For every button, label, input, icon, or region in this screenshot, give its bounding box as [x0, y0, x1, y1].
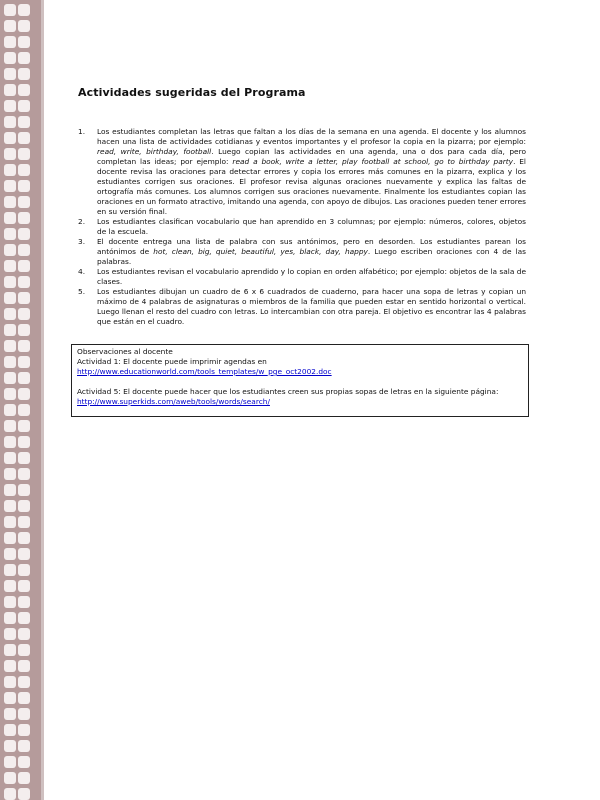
binding-hole — [18, 116, 30, 128]
binding-hole — [18, 228, 30, 240]
observation-activity-5-text: Actividad 5: El docente puede hacer que los estudiantes creen sus propias sopas de letras en la siguiente página: — [77, 387, 499, 396]
binding-hole — [4, 180, 16, 192]
activities-list — [78, 127, 526, 327]
binding-hole — [18, 420, 30, 432]
educationworld-link[interactable]: http://www.educationworld.com/tools_templates/w_pge_oct2002.doc — [77, 367, 332, 376]
observation-activity-1: Actividad 1: El docente puede imprimir agendas en — [77, 357, 267, 366]
activity-number: 2. — [78, 217, 86, 226]
binding-hole — [18, 404, 30, 416]
binding-hole — [4, 324, 16, 336]
binding-hole — [4, 660, 16, 672]
binding-hole — [18, 84, 30, 96]
notebook-binding — [0, 0, 44, 800]
binding-hole — [4, 276, 16, 288]
binding-hole — [18, 452, 30, 464]
binding-hole — [18, 372, 30, 384]
activity-text: Los estudiantes completan las letras que faltan a los días de la semana en una agenda. El docente y los alumnos hacen una lista de actividades cotidianas y eventos importantes y el profesor la copia en la pizarra; por ejemplo: — [97, 127, 526, 146]
binding-hole — [18, 788, 30, 800]
binding-hole — [4, 644, 16, 656]
binding-hole — [18, 692, 30, 704]
binding-hole — [18, 724, 30, 736]
binding-hole — [18, 644, 30, 656]
observations-heading: Observaciones al docente — [77, 347, 173, 356]
superkids-link[interactable]: http://www.superkids.com/aweb/tools/words/search/ — [77, 397, 270, 406]
activity-text: . El docente revisa las oraciones para detectar errores y copia los errores más comunes en la pizarra, explica y los estudiantes corrigen sus oraciones. El profesor revisa algunas oraciones nuevamente y explica las faltas de ortografía más comunes. Los alumnos corrigen sus oraciones nuevamente. Finalmente los estudiantes copian las oraciones en un formato atractivo, imitando una agenda, con apoyo de dibujos. Las oraciones pueden tener errores en su versión final. — [97, 157, 527, 216]
binding-hole — [18, 52, 30, 64]
binding-hole — [4, 116, 16, 128]
binding-hole — [18, 36, 30, 48]
binding-hole — [4, 404, 16, 416]
binding-hole — [18, 388, 30, 400]
binding-hole — [4, 52, 16, 64]
activity-text: . Luego escriben oraciones con 4 de las palabras. — [97, 247, 526, 266]
binding-hole — [18, 580, 30, 592]
binding-hole — [18, 196, 30, 208]
binding-hole — [4, 596, 16, 608]
binding-hole — [18, 356, 30, 368]
binding-hole — [4, 340, 16, 352]
binding-hole — [4, 36, 16, 48]
binding-hole — [18, 436, 30, 448]
activity-item — [78, 287, 526, 327]
binding-hole — [18, 596, 30, 608]
binding-hole — [4, 260, 16, 272]
binding-hole — [4, 564, 16, 576]
binding-hole — [18, 148, 30, 160]
binding-hole — [4, 708, 16, 720]
binding-hole — [4, 772, 16, 784]
activity-text: . Luego copian las actividades en una agenda, una o dos para cada día, pero completan las ideas; por ejemplo: — [97, 147, 526, 166]
binding-hole — [4, 612, 16, 624]
binding-hole — [18, 500, 30, 512]
binding-hole — [4, 420, 16, 432]
binding-hole — [4, 516, 16, 528]
binding-hole — [4, 308, 16, 320]
observation-activity-5 — [77, 387, 523, 407]
binding-hole — [18, 468, 30, 480]
binding-hole — [4, 372, 16, 384]
binding-hole — [4, 500, 16, 512]
binding-hole — [4, 436, 16, 448]
activity-text: El docente entrega una lista de palabra con sus antónimos, pero en desorden. Los estudiantes parean los antónimos de — [97, 237, 526, 256]
binding-hole — [18, 484, 30, 496]
binding-hole — [4, 4, 16, 16]
binding-hole — [18, 532, 30, 544]
activity-example-text: read a book, write a letter, play football at school, go to birthday party — [232, 157, 514, 166]
binding-hole — [18, 564, 30, 576]
binding-hole — [18, 676, 30, 688]
binding-hole — [4, 356, 16, 368]
binding-hole — [18, 772, 30, 784]
binding-hole — [18, 516, 30, 528]
activity-example-text: read, write, birthday, football — [97, 147, 212, 156]
page-title: Actividades sugeridas del Programa — [78, 86, 306, 99]
activity-example-text: hot, clean, big, quiet, beautiful, yes, black, day, happy — [153, 247, 368, 256]
binding-hole — [4, 676, 16, 688]
binding-hole — [18, 276, 30, 288]
binding-hole — [18, 740, 30, 752]
binding-hole — [18, 292, 30, 304]
binding-hole — [4, 628, 16, 640]
binding-hole — [4, 548, 16, 560]
activity-item — [78, 217, 526, 237]
binding-hole — [18, 308, 30, 320]
binding-hole — [18, 132, 30, 144]
binding-hole — [18, 244, 30, 256]
activity-item — [78, 237, 526, 267]
binding-hole — [4, 724, 16, 736]
binding-hole — [4, 580, 16, 592]
binding-hole — [18, 612, 30, 624]
binding-hole — [4, 692, 16, 704]
binding-hole — [4, 484, 16, 496]
activity-item — [78, 267, 526, 287]
activity-text: Los estudiantes dibujan un cuadro de 6 x 6 cuadrados de cuaderno, para hacer una sopa de letras y copian un máximo de 4 palabras de asignaturas o miembros de la familia que pueden estar en sentido horizontal o vertical. Luego llenan el resto del cuadro con letras. Lo intercambian con otra pareja. El objetivo es encontrar las 4 palabras que están en el cuadro. — [97, 287, 526, 326]
binding-hole — [18, 212, 30, 224]
binding-hole — [4, 244, 16, 256]
binding-hole — [4, 20, 16, 32]
binding-hole — [4, 788, 16, 800]
binding-edge — [41, 0, 44, 800]
binding-hole — [18, 164, 30, 176]
binding-hole — [18, 628, 30, 640]
binding-hole — [4, 740, 16, 752]
binding-hole — [18, 756, 30, 768]
activity-number: 1. — [78, 127, 86, 136]
binding-hole — [4, 148, 16, 160]
binding-hole — [4, 100, 16, 112]
binding-hole — [18, 68, 30, 80]
binding-hole — [18, 660, 30, 672]
binding-hole — [18, 180, 30, 192]
activity-number: 5. — [78, 287, 86, 296]
activity-text: Los estudiantes revisan el vocabulario aprendido y lo copian en orden alfabético; por ejemplo: objetos de la sala de clases. — [97, 267, 526, 286]
binding-hole — [4, 452, 16, 464]
binding-hole — [4, 292, 16, 304]
binding-hole — [18, 4, 30, 16]
binding-hole — [4, 132, 16, 144]
binding-hole — [4, 532, 16, 544]
binding-hole — [4, 164, 16, 176]
binding-hole — [18, 100, 30, 112]
binding-hole — [18, 708, 30, 720]
binding-hole — [4, 468, 16, 480]
binding-hole — [18, 260, 30, 272]
binding-hole — [4, 84, 16, 96]
binding-hole — [4, 756, 16, 768]
binding-hole — [18, 20, 30, 32]
binding-hole — [18, 548, 30, 560]
binding-hole — [18, 340, 30, 352]
binding-hole — [18, 324, 30, 336]
activity-item — [78, 127, 526, 217]
activity-text: Los estudiantes clasifican vocabulario que han aprendido en 3 columnas; por ejemplo: números, colores, objetos de la escuela. — [97, 217, 526, 236]
binding-hole — [4, 388, 16, 400]
binding-hole — [4, 68, 16, 80]
activity-number: 4. — [78, 267, 86, 276]
binding-hole — [4, 212, 16, 224]
teacher-observations-box — [71, 344, 529, 417]
binding-hole — [4, 228, 16, 240]
activity-number: 3. — [78, 237, 86, 246]
binding-hole — [4, 196, 16, 208]
